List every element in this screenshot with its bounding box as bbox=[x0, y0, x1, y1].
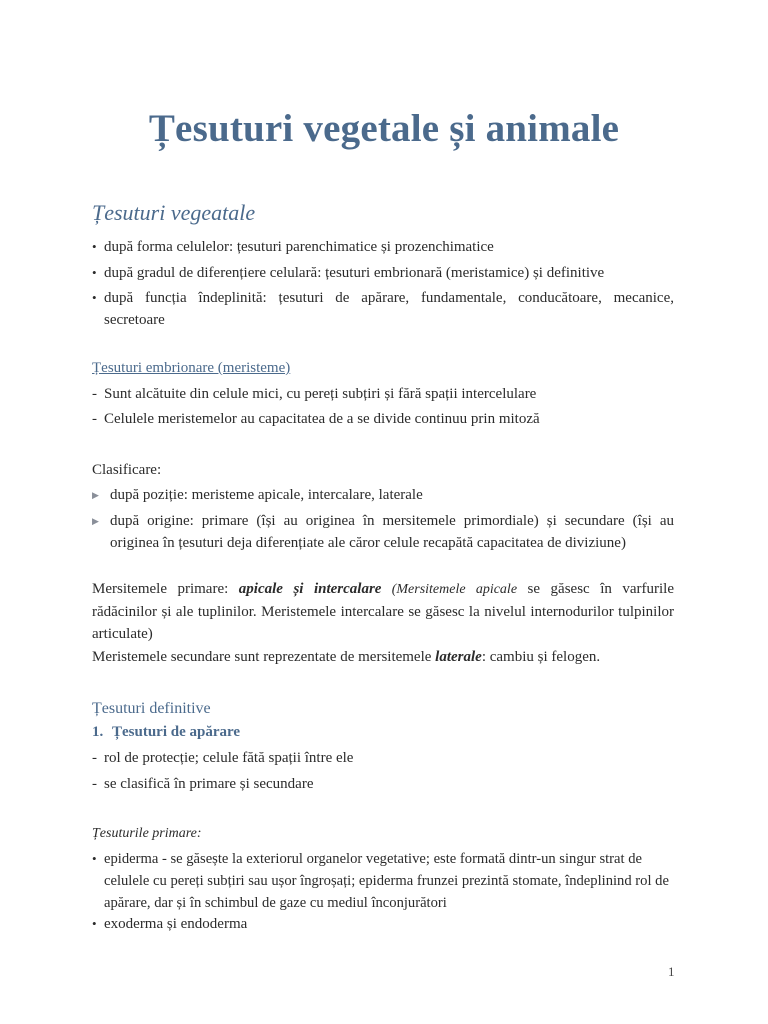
bullet-icon: • bbox=[92, 239, 97, 254]
bullet-icon: • bbox=[92, 290, 97, 305]
dash-icon: - bbox=[92, 750, 97, 766]
list-item: • după forma celulelor: țesuturi parenchimatice și prozenchimatice bbox=[92, 236, 674, 258]
paragraph-meristeme-secundare: Meristemele secundare sunt reprezentate de mersitemele laterale: cambiu și felogen. bbox=[92, 649, 601, 665]
list-item: ▶ după poziție: meristeme apicale, intercalare, laterale bbox=[92, 484, 674, 506]
subsection-heading-embrionare: Țesuturi embrionare (meristeme) bbox=[92, 360, 291, 376]
subsection-heading-definitive: Țesuturi definitive bbox=[92, 700, 211, 717]
list-item: • după gradul de diferențiere celulară: țesuturi embrionară (meristamice) și definitive bbox=[92, 262, 674, 284]
bullet-icon: • bbox=[92, 916, 97, 931]
subsection-heading-primare: Țesuturile primare: bbox=[92, 826, 202, 841]
numbered-heading-aparare: 1. Țesuturi de apărare bbox=[92, 724, 241, 740]
list-item: • exoderma și endoderma bbox=[92, 913, 674, 935]
bullet-icon: • bbox=[92, 851, 97, 866]
list-item: - Celulele meristemelor au capacitatea de a se divide continuu prin mitoză bbox=[92, 408, 674, 430]
list-item: • după funcția îndeplinită: țesuturi de apărare, fundamentale, conducătoare, mecanice, secretoare bbox=[92, 287, 674, 331]
bullet-icon: • bbox=[92, 265, 97, 280]
paragraph-meristeme-primare: Mersitemele primare: apicale și intercalare (Mersitemele apicale se găsesc în varfurile rădăcinilor și ale tuplinilor. Meristemele intercalare se găsesc la nivelul internodurilor tulpinilor articulate) bbox=[92, 581, 675, 642]
section-heading-tesuturi-vegetale: Țesuturi vegeatale bbox=[92, 200, 256, 225]
list-item: ▶ după origine: primare (își au originea în mersitemele primordiale) și secundare (își au originea în țesuturi deja diferențiate ale căror celule recapătă capacitatea de diviziune) bbox=[92, 510, 674, 554]
clasificare-label: Clasificare: bbox=[92, 462, 162, 478]
list-item: • epiderma - se găsește la exteriorul organelor vegetative; este formată dintr-un singur strat de celulele cu pereți subțiri sau ușor îngroșați; epiderma frunzei prezintă stomate, îndeplinind rol de apărare, dar și în schimbul de gaze cu mediul înconjurători bbox=[92, 848, 674, 914]
triangle-bullet-icon: ▶ bbox=[92, 490, 99, 500]
dash-icon: - bbox=[92, 386, 97, 402]
page-number: 1 bbox=[668, 964, 675, 979]
list-item: - se clasifică în primare și secundare bbox=[92, 773, 674, 795]
dash-icon: - bbox=[92, 776, 97, 792]
list-item: - rol de protecție; celule fătă spații între ele bbox=[92, 747, 674, 769]
document-title: Țesuturi vegetale și animale bbox=[148, 107, 620, 150]
triangle-bullet-icon: ▶ bbox=[92, 516, 99, 526]
dash-icon: - bbox=[92, 411, 97, 427]
list-item: - Sunt alcătuite din celule mici, cu pereți subțiri și fără spații intercelulare bbox=[92, 383, 674, 405]
